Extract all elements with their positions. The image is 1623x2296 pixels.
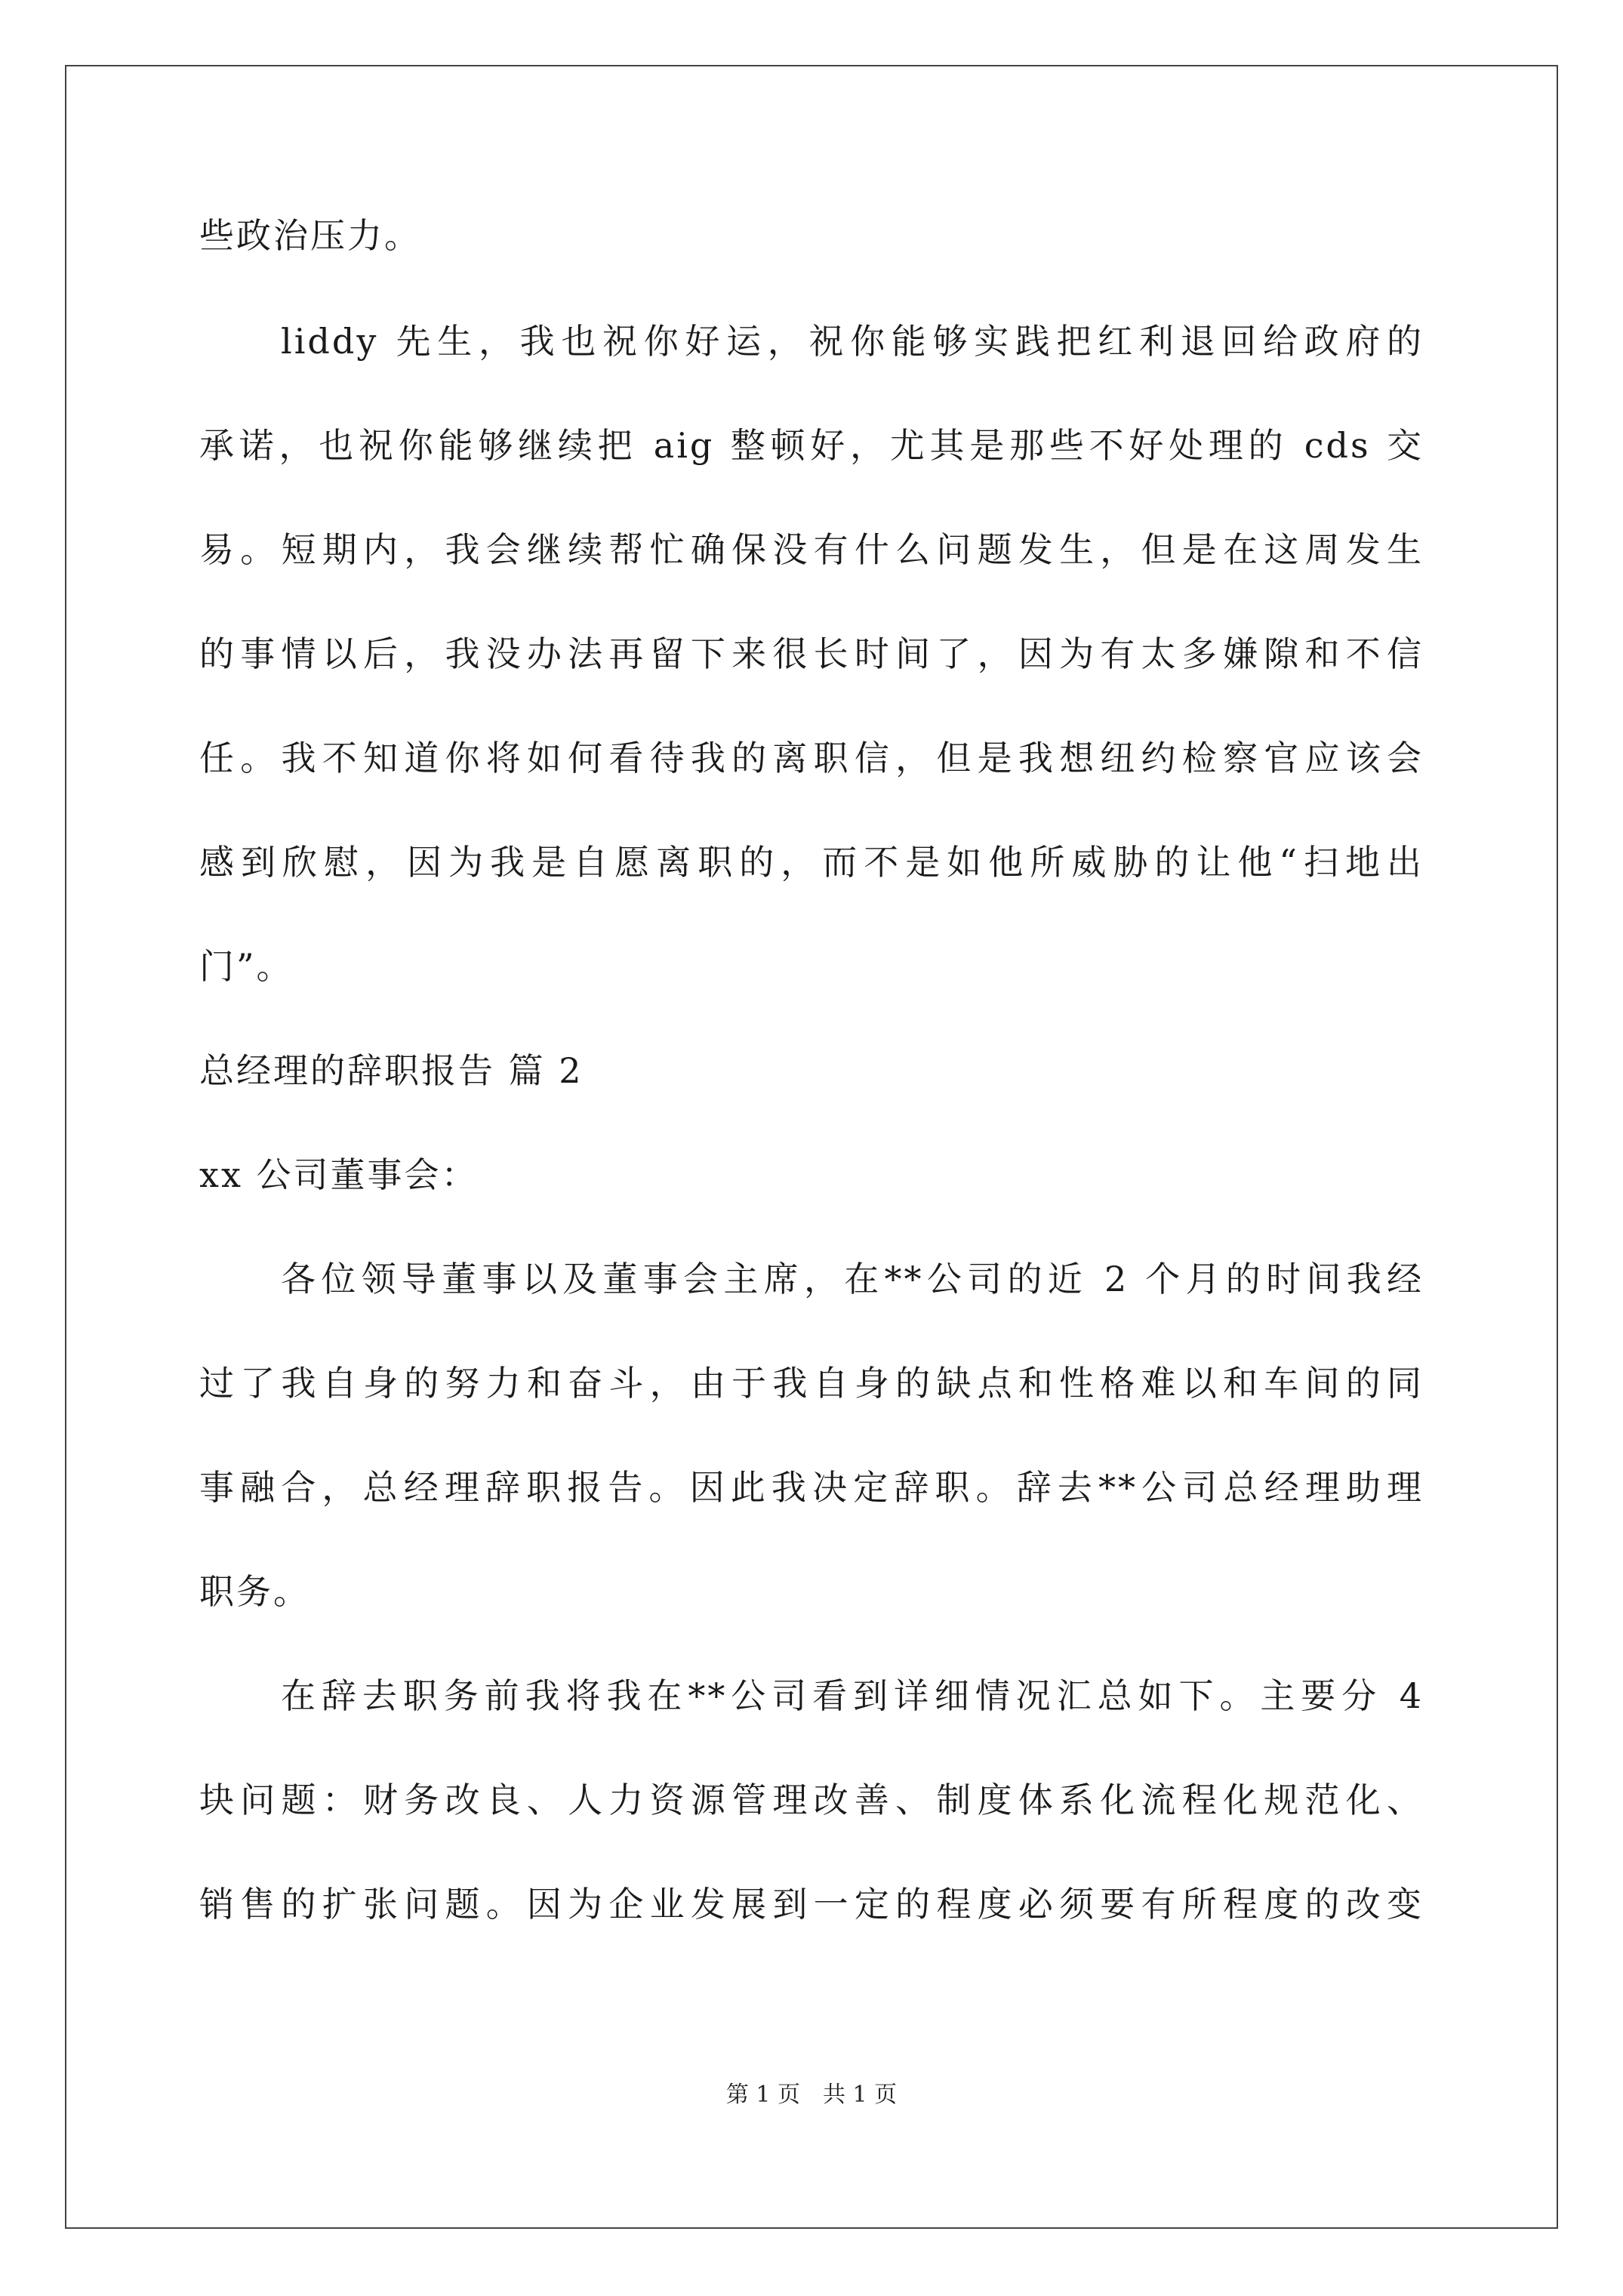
text-line: 门”。 xyxy=(199,946,294,987)
text-line: 过了我自身的努力和奋斗，由于我自身的缺点和性格难以和车间的同 xyxy=(199,1363,1424,1404)
text-line: 易。短期内，我会继续帮忙确保没有什么问题发生，但是在这周发生 xyxy=(199,529,1424,570)
text-line: 销售的扩张问题。因为企业发展到一定的程度必须要有所程度的改变 xyxy=(199,1884,1424,1925)
text-line: 承诺，也祝你能够继续把 aig 整顿好，尤其是那些不好处理的 cds 交 xyxy=(199,425,1424,466)
text-line: 在辞去职务前我将我在**公司看到详细情况汇总如下。主要分 4 xyxy=(281,1675,1424,1716)
text-line: 事融合，总经理辞职报告。因此我决定辞职。辞去**公司总经理助理 xyxy=(199,1467,1424,1508)
salutation: xx 公司董事会： xyxy=(199,1154,479,1195)
text-line: 块问题：财务改良、人力资源管理改善、制度体系化流程化规范化、 xyxy=(199,1780,1424,1820)
text-line: liddy 先生，我也祝你好运，祝你能够实践把红利退回给政府的 xyxy=(281,321,1424,362)
text-line: 的事情以后，我没办法再留下来很长时间了，因为有太多嫌隙和不信 xyxy=(199,633,1424,674)
page-number: 第 1 页 共 1 页 xyxy=(725,2082,898,2108)
text-line: 各位领导董事以及董事会主席，在**公司的近 2 个月的时间我经 xyxy=(281,1259,1424,1299)
text-line: 职务。 xyxy=(199,1571,310,1612)
text-line: 感到欣慰，因为我是自愿离职的，而不是如他所威胁的让他“扫地出 xyxy=(199,842,1424,883)
section-heading: 总经理的辞职报告 篇 2 xyxy=(199,1050,584,1091)
text-line: 任。我不知道你将如何看待我的离职信，但是我想纽约检察官应该会 xyxy=(199,738,1424,778)
text-line: 些政治压力。 xyxy=(199,215,421,256)
